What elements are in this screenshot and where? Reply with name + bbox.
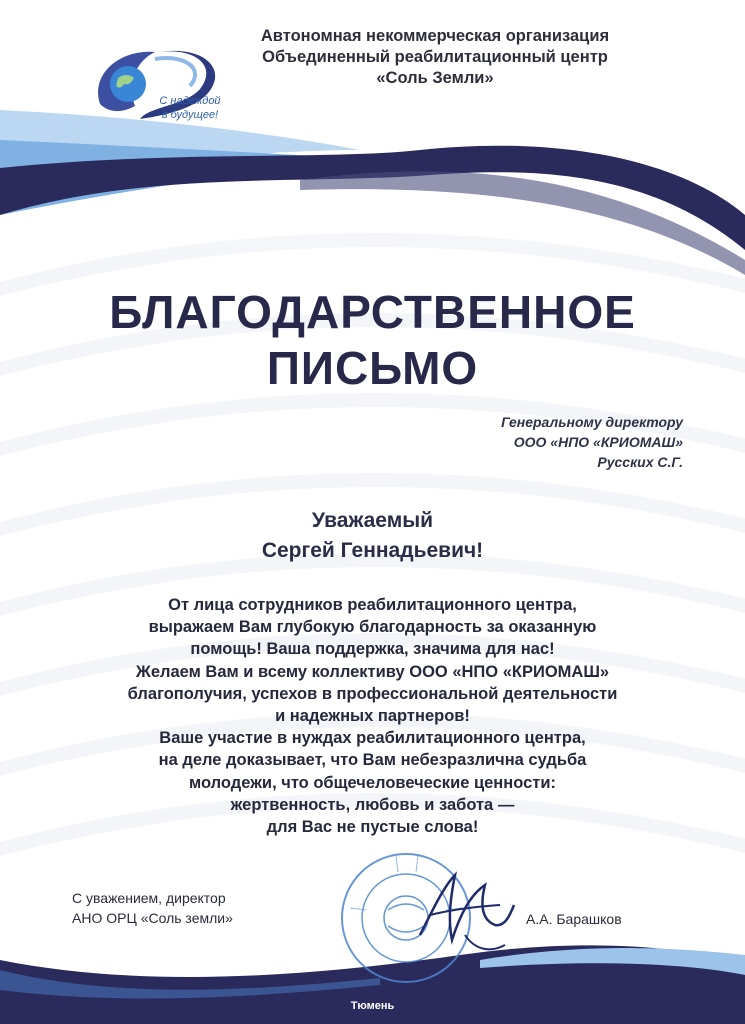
addressee-line-3: Русских С.Г. — [597, 454, 683, 470]
slogan-line-1: С надеждой — [159, 95, 221, 107]
greeting-line-1: Уважаемый — [311, 509, 434, 532]
letter-title — [40, 284, 705, 396]
body-line: для Вас не пустые слова! — [266, 818, 479, 837]
signoff-line-2: АНО ОРЦ «Соль земли» — [72, 910, 233, 926]
body-line: Ваше участие в нуждах реабилитационного центра, — [159, 729, 586, 748]
body-line: молодежи, что общечеловеческие ценности: — [189, 773, 556, 792]
body-line: Желаем Вам и всему коллективу ООО «НПО «КРИОМАШ» — [135, 662, 610, 681]
org-line-3: «Соль Земли» — [376, 69, 494, 87]
letter-body — [40, 594, 705, 838]
title-line-1: БЛАГОДАРСТВЕННОЕ — [109, 286, 636, 338]
organization-name — [220, 26, 650, 89]
org-line-1: Автономная некоммерческая организация — [260, 27, 610, 45]
greeting — [40, 506, 705, 566]
city-label: Тюмень — [350, 1000, 395, 1012]
signoff-line-1: С уважением, директор — [72, 890, 226, 906]
addressee-block — [383, 412, 683, 472]
signer-name: А.А. Барашков — [526, 911, 622, 927]
slogan — [130, 94, 250, 122]
addressee-line-1: Генеральному директору — [501, 414, 683, 430]
body-line: От лица сотрудников реабилитационного центра, — [168, 596, 577, 614]
body-line: помощь! Ваша поддержка, значима для нас! — [190, 640, 555, 659]
body-line: выражаем Вам глубокую благодарность за оказанную — [148, 618, 597, 637]
body-line: благополучия, успехов в профессиональной деятельности — [127, 684, 618, 703]
body-line: жертвенность, любовь и забота — — [230, 795, 515, 814]
org-line-2: Объединенный реабилитационный центр — [262, 48, 608, 66]
title-line-2: ПИСЬМО — [266, 342, 479, 394]
addressee-line-2: ООО «НПО «КРИОМАШ» — [513, 434, 683, 450]
slogan-line-2: в будущее! — [161, 109, 219, 121]
body-line: и надежных партнеров! — [275, 707, 470, 726]
body-line: на деле доказывает, что Вам небезразлична судьба — [158, 751, 587, 770]
handwritten-signature — [410, 865, 520, 955]
signoff-block — [72, 888, 332, 928]
greeting-line-2: Сергей Геннадьевич! — [261, 539, 484, 562]
